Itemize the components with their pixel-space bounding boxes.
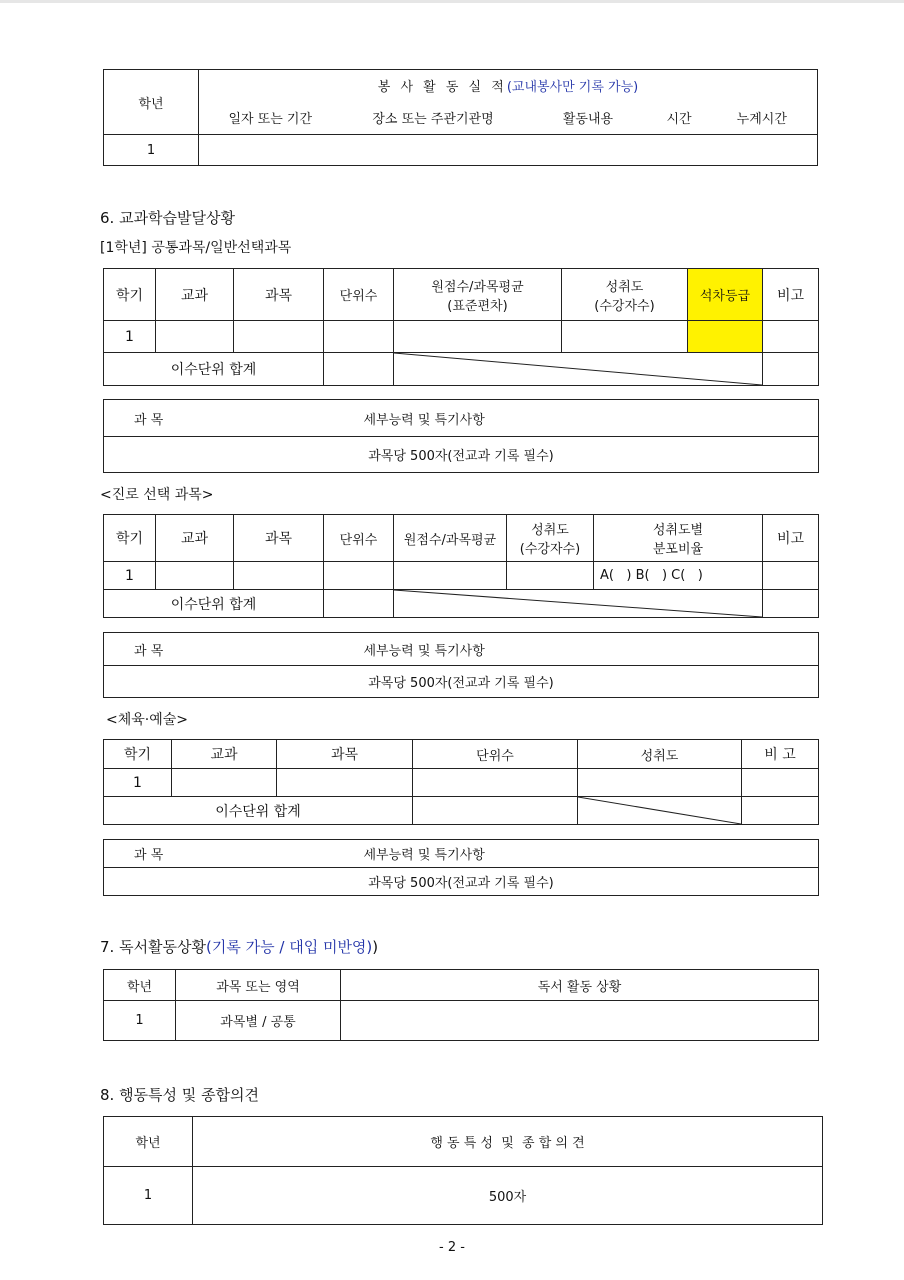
t1-h-raw-line1: 원점수/과목평균 bbox=[431, 279, 524, 295]
t1-h-subject: 과목 bbox=[234, 269, 324, 321]
t2-total-units[interactable] bbox=[324, 590, 394, 618]
section7-title-close: ) bbox=[372, 938, 379, 956]
t3-h-subject: 과목 bbox=[277, 740, 413, 769]
t2-row-units[interactable] bbox=[324, 562, 394, 590]
t2-row-raw[interactable] bbox=[394, 562, 507, 590]
t2-h-achievement bbox=[507, 515, 594, 562]
t1-h-note: 비고 bbox=[763, 269, 819, 321]
t1-h-rank: 석차등급 bbox=[688, 269, 763, 321]
service-title-note: (교내봉사만 기록 가능) bbox=[506, 79, 639, 95]
detail-table-3 bbox=[103, 839, 819, 896]
t1-row-subject-area[interactable] bbox=[156, 321, 234, 353]
t1-total-note[interactable] bbox=[763, 353, 819, 386]
reading-h-grade: 학년 bbox=[104, 970, 176, 1001]
d2-h-detail: 세부능력 및 특기사항 bbox=[199, 633, 819, 666]
career-label: <진로 선택 과목> bbox=[100, 487, 214, 503]
d3-h-subject: 과 목 bbox=[104, 840, 199, 868]
t1-row-achievement[interactable] bbox=[562, 321, 688, 353]
t3-h-achievement: 성취도 bbox=[578, 740, 742, 769]
page-number: - 2 - bbox=[439, 1240, 465, 1255]
t2-h-subject-area: 교과 bbox=[156, 515, 234, 562]
t1-total-diagonal bbox=[394, 353, 763, 386]
t1-total-label: 이수단위 합계 bbox=[104, 353, 324, 386]
service-table bbox=[103, 69, 818, 166]
d2-h-subject: 과 목 bbox=[104, 633, 199, 666]
top-edge bbox=[0, 0, 904, 3]
behavior-table bbox=[103, 1116, 823, 1225]
behavior-row-content[interactable]: 500자 bbox=[193, 1167, 823, 1225]
t3-h-units: 단위수 bbox=[413, 740, 578, 769]
t2-h-ach-line1: 성취도 bbox=[531, 523, 569, 538]
arts-subjects-table bbox=[103, 739, 819, 825]
t2-h-raw: 원점수/과목평균 bbox=[394, 515, 507, 562]
section7-title: 7. 독서활동상황 bbox=[100, 938, 207, 956]
diagonal-line bbox=[394, 353, 762, 385]
t1-h-achievement bbox=[562, 269, 688, 321]
t2-row-achievement[interactable] bbox=[507, 562, 594, 590]
t3-row-subject-area[interactable] bbox=[172, 769, 277, 797]
reading-h-status: 독서 활동 상황 bbox=[341, 970, 819, 1001]
t3-h-semester: 학기 bbox=[104, 740, 172, 769]
t2-row-distribution[interactable]: A( ) B( ) C( ) bbox=[594, 562, 763, 590]
t3-total-note[interactable] bbox=[742, 797, 819, 825]
service-col-content: 활동내용 bbox=[525, 101, 652, 135]
t1-row-semester: 1 bbox=[104, 321, 156, 353]
behavior-h-grade: 학년 bbox=[104, 1117, 193, 1167]
t2-total-note[interactable] bbox=[763, 590, 819, 618]
arts-label: <체육·예술> bbox=[106, 712, 189, 728]
reading-row-status[interactable] bbox=[341, 1001, 819, 1041]
d1-h-subject: 과 목 bbox=[104, 400, 199, 437]
behavior-h-opinion: 행 동 특 성 및 종 합 의 견 bbox=[193, 1117, 823, 1167]
t2-h-dist-line2: 분포비율 bbox=[652, 542, 704, 557]
service-col-hours: 시간 bbox=[652, 101, 707, 135]
t3-total-units[interactable] bbox=[413, 797, 578, 825]
t2-row-semester: 1 bbox=[104, 562, 156, 590]
behavior-row-grade: 1 bbox=[104, 1167, 193, 1225]
section6-subtitle: [1학년] 공통과목/일반선택과목 bbox=[100, 240, 292, 256]
t2-h-dist-line1: 성취도별 bbox=[652, 523, 704, 538]
t3-h-note: 비 고 bbox=[742, 740, 819, 769]
service-title: 봉 사 활 동 실 적 bbox=[377, 79, 507, 95]
service-row-grade: 1 bbox=[104, 135, 199, 166]
t3-row-semester: 1 bbox=[104, 769, 172, 797]
service-col-cumulative: 누계시간 bbox=[707, 101, 818, 135]
t2-h-subject: 과목 bbox=[234, 515, 324, 562]
t3-h-subject-area: 교과 bbox=[172, 740, 277, 769]
t2-h-distribution bbox=[594, 515, 763, 562]
service-col-date: 일자 또는 기간 bbox=[199, 101, 342, 135]
t2-h-semester: 학기 bbox=[104, 515, 156, 562]
section7-title-wrap bbox=[100, 936, 378, 957]
reading-row-grade: 1 bbox=[104, 1001, 176, 1041]
t2-row-note[interactable] bbox=[763, 562, 819, 590]
detail-table-1 bbox=[103, 399, 819, 473]
service-title-cell bbox=[199, 70, 818, 101]
t2-total-label: 이수단위 합계 bbox=[104, 590, 324, 618]
t1-h-ach-line2: (수강자수) bbox=[594, 298, 655, 314]
t2-row-subject[interactable] bbox=[234, 562, 324, 590]
t1-h-subject-area: 교과 bbox=[156, 269, 234, 321]
t3-row-achievement[interactable] bbox=[578, 769, 742, 797]
t1-total-units[interactable] bbox=[324, 353, 394, 386]
service-row-content[interactable] bbox=[199, 135, 818, 166]
service-grade-header: 학년 bbox=[104, 70, 199, 135]
t1-h-units: 단위수 bbox=[324, 269, 394, 321]
career-subjects-table bbox=[103, 514, 819, 618]
t3-total-label: 이수단위 합계 bbox=[104, 797, 413, 825]
section7-title-note: (기록 가능 / 대입 미반영) bbox=[206, 938, 373, 956]
t3-row-subject[interactable] bbox=[277, 769, 413, 797]
reading-h-area: 과목 또는 영역 bbox=[176, 970, 341, 1001]
t2-h-ach-line2: (수강자수) bbox=[519, 542, 581, 557]
reading-table bbox=[103, 969, 819, 1041]
t3-total-diagonal bbox=[578, 797, 742, 825]
section8-title: 8. 행동특성 및 종합의견 bbox=[100, 1086, 260, 1104]
t1-row-subject[interactable] bbox=[234, 321, 324, 353]
t1-h-ach-line1: 성취도 bbox=[605, 279, 644, 295]
t2-h-units: 단위수 bbox=[324, 515, 394, 562]
detail-table-2 bbox=[103, 632, 819, 698]
t2-total-diagonal bbox=[394, 590, 763, 618]
t2-h-note: 비고 bbox=[763, 515, 819, 562]
t1-row-raw[interactable] bbox=[394, 321, 562, 353]
t2-row-subject-area[interactable] bbox=[156, 562, 234, 590]
t1-row-note[interactable] bbox=[763, 321, 819, 353]
d2-content[interactable]: 과목당 500자(전교과 기록 필수) bbox=[104, 666, 819, 698]
t3-row-note[interactable] bbox=[742, 769, 819, 797]
reading-row-area: 과목별 / 공통 bbox=[176, 1001, 341, 1041]
t1-row-units[interactable] bbox=[324, 321, 394, 353]
t1-h-semester: 학기 bbox=[104, 269, 156, 321]
t1-h-raw bbox=[394, 269, 562, 321]
diagonal-line bbox=[394, 590, 762, 617]
d3-h-detail: 세부능력 및 특기사항 bbox=[199, 840, 819, 868]
t1-row-rank[interactable] bbox=[688, 321, 763, 353]
d3-content[interactable]: 과목당 500자(전교과 기록 필수) bbox=[104, 868, 819, 896]
general-subjects-table bbox=[103, 268, 819, 386]
service-col-place: 장소 또는 주관기관명 bbox=[342, 101, 525, 135]
d1-content[interactable]: 과목당 500자(전교과 기록 필수) bbox=[104, 437, 819, 473]
d1-h-detail: 세부능력 및 특기사항 bbox=[199, 400, 819, 437]
t3-row-units[interactable] bbox=[413, 769, 578, 797]
t1-h-raw-line2: (표준편차) bbox=[447, 298, 508, 314]
section6-title: 6. 교과학습발달상황 bbox=[100, 209, 236, 227]
diagonal-line bbox=[578, 797, 741, 824]
